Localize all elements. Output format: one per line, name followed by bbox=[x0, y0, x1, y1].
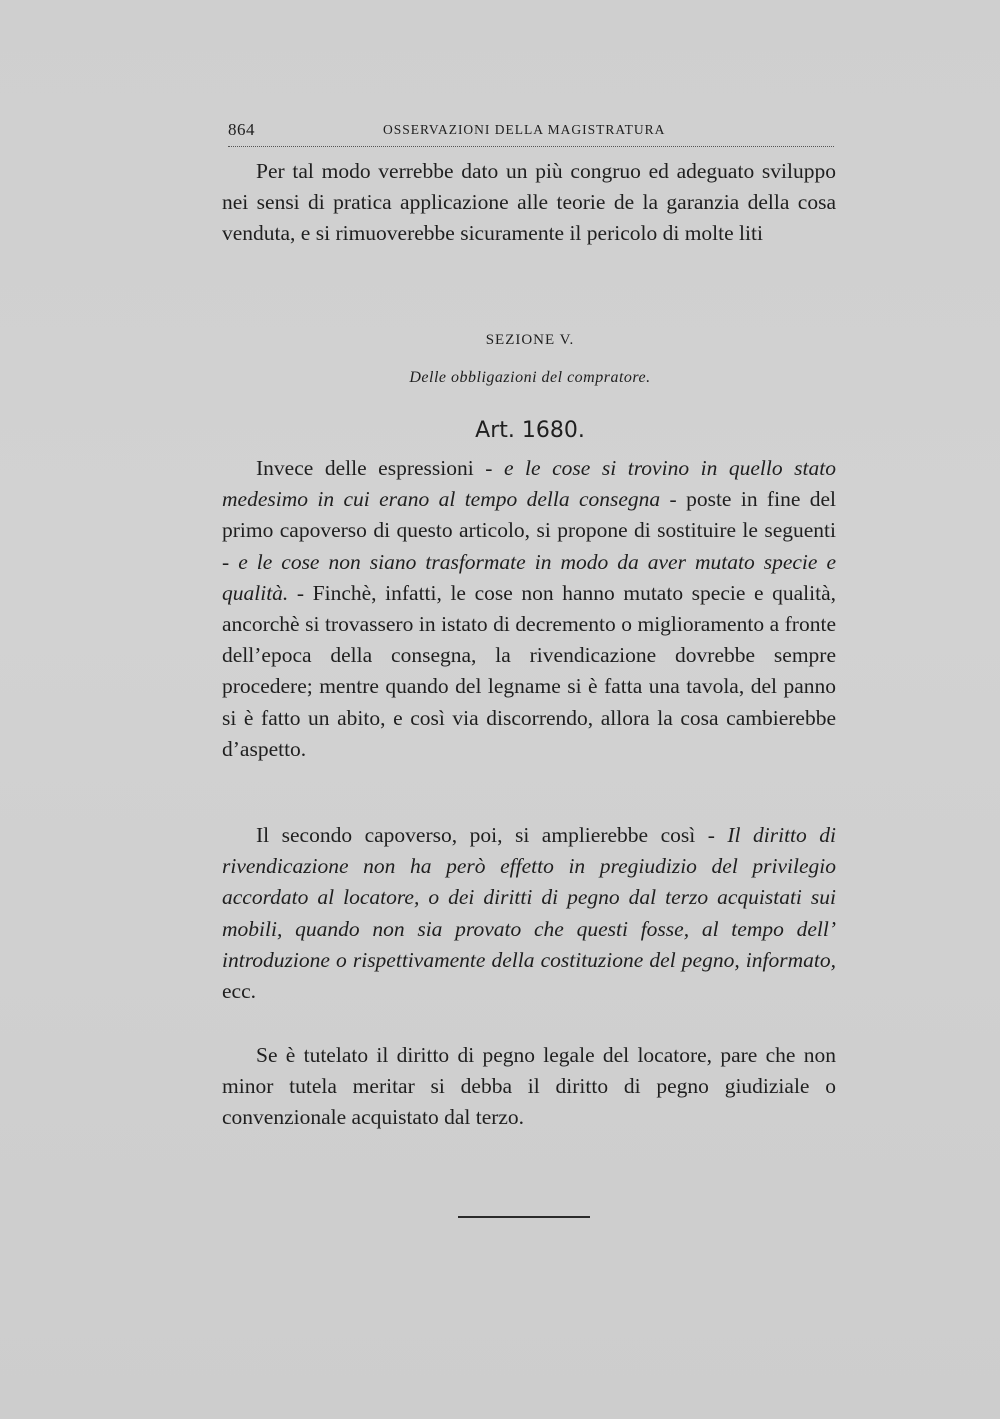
end-divider bbox=[458, 1216, 590, 1218]
paragraph-article-commentary bbox=[222, 453, 836, 765]
paragraph-intro-text: Per tal modo verrebbe dato un più congruo ed adeguato sviluppo nei sensi di pratica applicazione alle teorie de la garanzia della cosa venduta, e si rimuoverebbe sicuramente il pericolo di molte liti bbox=[222, 159, 836, 246]
running-title: OSSERVAZIONI DELLA MAGISTRATURA bbox=[383, 122, 666, 137]
article-title: Art. 1680. bbox=[475, 418, 585, 443]
second-clause-text-1: Il secondo capoverso, poi, si amplierebbe così - bbox=[256, 823, 728, 847]
quoted-original-text: e le cose si trovino in quello stato medesimo in cui erano al tempo della consegna bbox=[222, 456, 836, 512]
paragraph-intro bbox=[222, 156, 836, 250]
quoted-proposed-text: e le cose non siano trasformate in modo da aver mutato specie e qualità. bbox=[222, 549, 836, 605]
paragraph-conclusion-text: Se è tutelato il diritto di pegno legale del locatore, pare che non minor tutela meritar si debba il diritto di pegno giudiziale o convenzionale acquistato dal terzo. bbox=[222, 1043, 836, 1130]
section-title: SEZIONE V. bbox=[485, 332, 575, 348]
commentary-text-2: - poste in fine del primo capoverso di questo articolo, si propone di sostituire le seguenti - bbox=[222, 487, 836, 574]
commentary-text-1: Invece delle espressioni - bbox=[256, 456, 504, 480]
commentary-text-3: - Finchè, infatti, le cose non hanno mutato specie e qualità, ancorchè si trovassero in istato di decremento o miglioramento a fronte dell’epoca della consegna, la rivendicazione dovrebbe sempre procedere; mentre quando del legname si è fatta una tavola, del panno si è fatto un abito, e così via discorrendo, allora la cosa cambierebbe d’aspetto. bbox=[222, 580, 836, 761]
paragraph-conclusion bbox=[222, 1040, 836, 1134]
header-divider bbox=[228, 146, 834, 147]
page-number: 864 bbox=[228, 120, 255, 139]
section-subtitle: Delle obbligazioni del compratore. bbox=[409, 369, 651, 386]
page-header bbox=[228, 120, 834, 144]
second-clause-text-2: ecc. bbox=[222, 979, 257, 1004]
paragraph-second-clause bbox=[222, 820, 836, 1007]
quoted-amended-clause: Il diritto di rivendicazione non ha però effetto in pregiudizio del privilegio accordato al locatore, o dei diritti di pegno dal terzo acquistati sui mobili, quando non sia provato che questi fosse, al tempo dell’ introduzione o rispettivamente della costituzione del pegno, informato, bbox=[222, 823, 836, 972]
